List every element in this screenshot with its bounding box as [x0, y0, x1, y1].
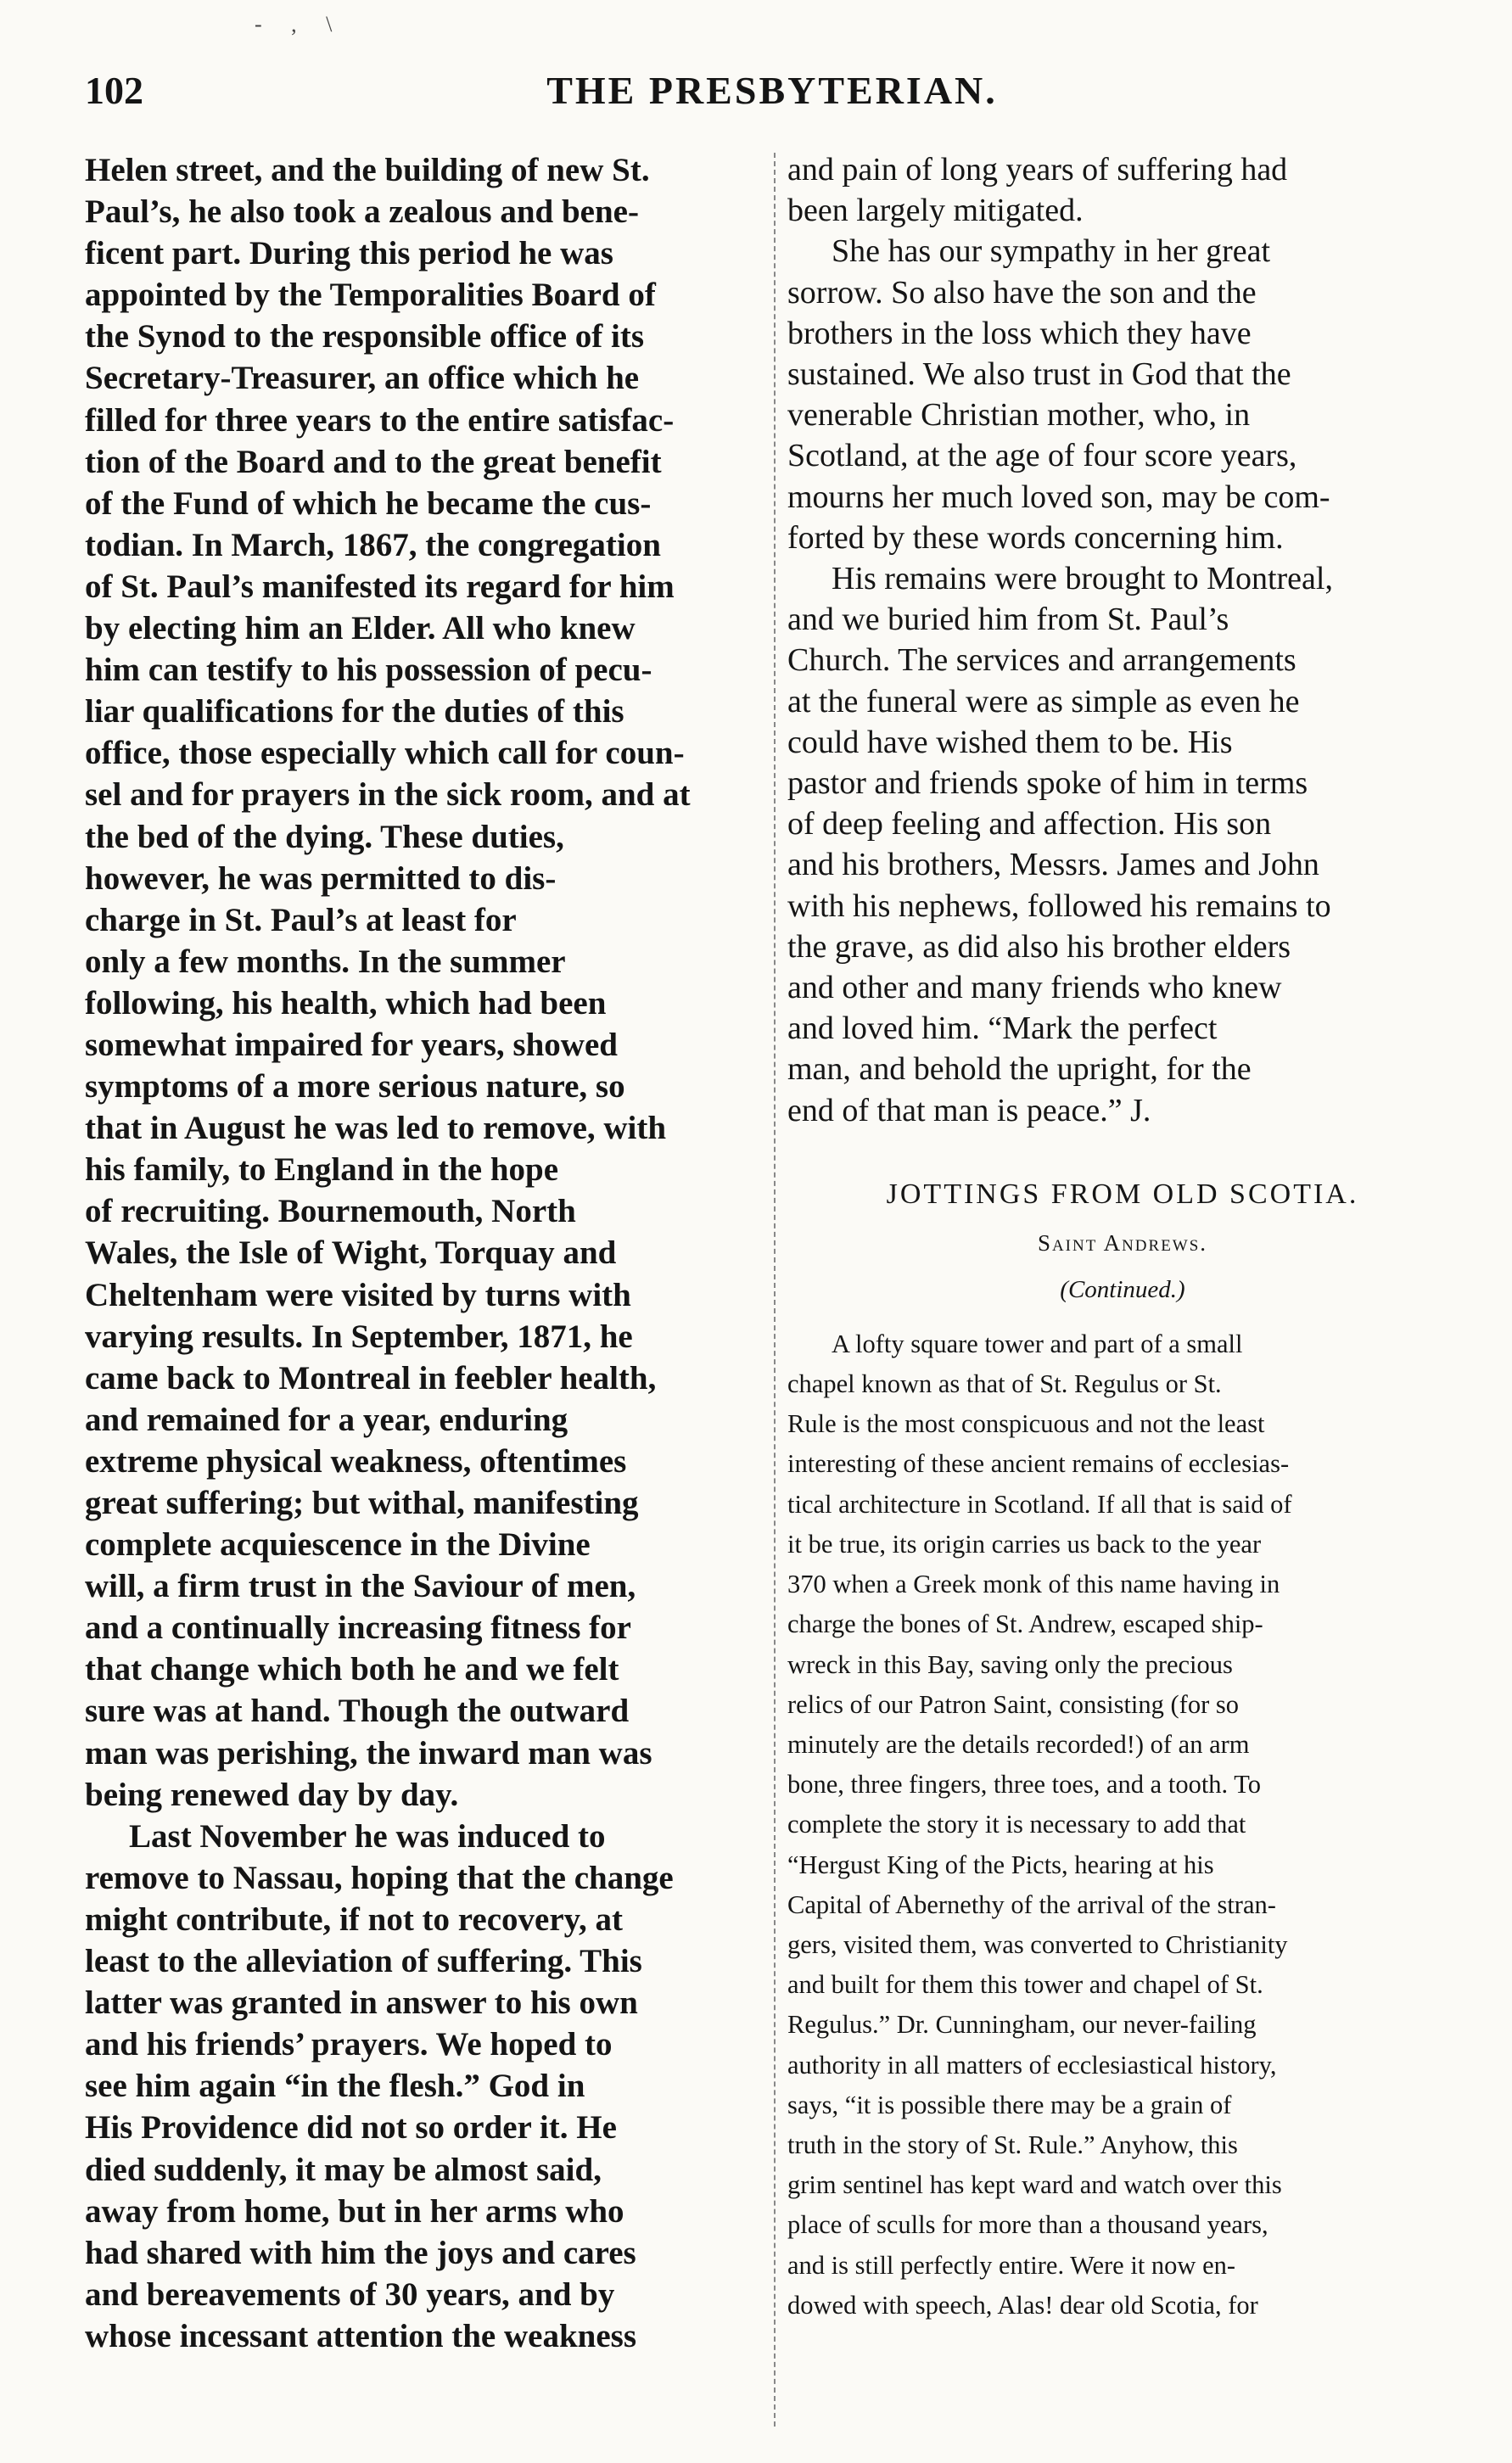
- text-line: and his friends’ prayers. We hoped to: [85, 2026, 613, 2063]
- text-line: see him again “in the flesh.” God in: [85, 2068, 585, 2105]
- page-number: 102: [85, 69, 143, 112]
- text-line: sel and for prayers in the sick room, and at: [85, 776, 691, 814]
- text-line: interesting of these ancient remains of ecclesias-: [787, 1449, 1290, 1479]
- text-line: appointed by the Temporalities Board of: [85, 277, 656, 314]
- text-line: died suddenly, it may be almost said,: [85, 2151, 602, 2188]
- text-line: todian. In March, 1867, the congregation: [85, 526, 661, 563]
- text-line: his family, to England in the hope: [85, 1151, 559, 1189]
- text-line: and we buried him from St. Paul’s: [787, 602, 1229, 638]
- text-line: and remained for a year, enduring: [85, 1401, 568, 1438]
- text-line: His remains were brought to Montreal,: [832, 561, 1333, 597]
- text-line: Cheltenham were visited by turns with: [85, 1276, 631, 1313]
- text-line: by electing him an Elder. All who knew: [85, 610, 636, 647]
- text-line: forted by these words concerning him.: [787, 519, 1284, 556]
- text-line: somewhat impaired for years, showed: [85, 1026, 618, 1063]
- text-line: been largely mitigated.: [787, 193, 1084, 229]
- text-line: that in August he was led to remove, with: [85, 1110, 667, 1147]
- text-line: Secretary-Treasurer, an office which he: [85, 360, 640, 397]
- text-line: least to the alleviation of suffering. This: [85, 1943, 642, 1980]
- text-line: tical architecture in Scotland. If all that is said of: [787, 1489, 1292, 1519]
- text-line: with his nephews, followed his remains to: [787, 887, 1331, 924]
- text-line: venerable Christian mother, who, in: [787, 397, 1251, 434]
- text-line: charge the bones of St. Andrew, escaped ship-: [787, 1609, 1263, 1639]
- left-column: [85, 149, 764, 2357]
- text-line: “Hergust King of the Picts, hearing at his: [787, 1850, 1214, 1879]
- text-line: authority in all matters of ecclesiastical history,: [787, 2050, 1277, 2080]
- text-line: minutely are the details recorded!) of an arm: [787, 1729, 1250, 1759]
- obituary-continuation: [787, 149, 1458, 1131]
- text-line: and built for them this tower and chapel of St.: [787, 1970, 1263, 2000]
- text-line: grim sentinel has kept ward and watch over this: [787, 2170, 1282, 2200]
- text-line: and loved him. “Mark the perfect: [787, 1010, 1218, 1047]
- column-divider: [774, 153, 776, 2427]
- text-line: great suffering; but withal, manifesting: [85, 1485, 639, 1521]
- text-line: man was perishing, the inward man was: [85, 1734, 652, 1772]
- text-line: ficent part. During this period he was: [85, 235, 613, 272]
- text-line: His Providence did not so order it. He: [85, 2109, 617, 2147]
- text-line: away from home, but in her arms who: [85, 2192, 624, 2230]
- text-line: might contribute, if not to recovery, at: [85, 1900, 623, 1938]
- text-line: will, a firm trust in the Saviour of men,: [85, 1568, 636, 1605]
- text-line: tion of the Board and to the great benefit: [85, 443, 662, 480]
- section-note: (Continued.): [1060, 1275, 1185, 1303]
- text-line: Helen street, and the building of new St.: [85, 152, 650, 188]
- text-line: says, “it is possible there may be a grain of: [787, 2090, 1232, 2119]
- text-line: however, he was permitted to dis-: [85, 859, 557, 897]
- text-line: sure was at hand. Though the outward: [85, 1693, 630, 1730]
- text-line: A lofty square tower and part of a small: [832, 1329, 1243, 1358]
- section-subtitle: Saint Andrews.: [1037, 1229, 1208, 1256]
- text-line: Last November he was induced to: [129, 1817, 606, 1855]
- text-line: and other and many friends who knew: [787, 970, 1282, 1006]
- text-line: symptoms of a more serious nature, so: [85, 1068, 625, 1106]
- text-line: 370 when a Greek monk of this name having in: [787, 1570, 1280, 1599]
- right-column: [787, 149, 1458, 2326]
- text-line: sustained. We also trust in God that the: [787, 356, 1291, 393]
- text-line: place of sculls for more than a thousand years,: [787, 2210, 1268, 2240]
- text-line: him can testify to his possession of pecu-: [85, 652, 652, 689]
- text-line: and a continually increasing fitness for: [85, 1609, 631, 1647]
- text-line: being renewed day by day.: [85, 1776, 459, 1813]
- text-line: She has our sympathy in her great: [832, 233, 1271, 270]
- text-line: Regulus.” Dr. Cunningham, our never-failing: [787, 2010, 1257, 2040]
- running-title: THE PRESBYTERIAN.: [546, 69, 998, 112]
- text-line: it be true, its origin carries us back to the year: [787, 1529, 1262, 1559]
- jottings-body: [787, 1324, 1458, 2326]
- text-line: following, his health, which had been: [85, 984, 607, 1022]
- text-line: gers, visited them, was converted to Christianity: [787, 1929, 1288, 1959]
- text-line: and is still perfectly entire. Were it now en-: [787, 2250, 1236, 2280]
- text-line: sorrow. So also have the son and the: [787, 274, 1257, 311]
- text-line: had shared with him the joys and cares: [85, 2234, 636, 2271]
- text-line: liar qualifications for the duties of this: [85, 693, 624, 731]
- scan-specks: - , \: [255, 12, 344, 36]
- text-line: mourns her much loved son, may be com-: [787, 479, 1330, 515]
- text-line: of deep feeling and affection. His son: [787, 806, 1272, 842]
- page-header: [85, 68, 1459, 119]
- text-line: of recruiting. Bournemouth, North: [85, 1193, 576, 1230]
- text-line: the bed of the dying. These duties,: [85, 818, 564, 855]
- text-line: dowed with speech, Alas! dear old Scotia, for: [787, 2290, 1258, 2320]
- text-line: truth in the story of St. Rule.” Anyhow, this: [787, 2130, 1238, 2159]
- text-line: filled for three years to the entire satisfac-: [85, 401, 675, 439]
- text-line: brothers in the loss which they have: [787, 315, 1252, 351]
- text-line: Paul’s, he also took a zealous and bene-: [85, 193, 639, 231]
- text-line: at the funeral were as simple as even he: [787, 683, 1300, 719]
- text-line: complete acquiescence in the Divine: [85, 1526, 591, 1564]
- text-line: remove to Nassau, hoping that the change: [85, 1859, 674, 1896]
- text-line: came back to Montreal in feebler health,: [85, 1359, 657, 1397]
- text-line: extreme physical weakness, oftentimes: [85, 1442, 627, 1480]
- section-title: JOTTINGS FROM OLD SCOTIA.: [886, 1178, 1359, 1210]
- text-line: bone, three fingers, three toes, and a tooth. To: [787, 1770, 1261, 1800]
- text-line: and bereavements of 30 years, and by: [85, 2275, 615, 2313]
- text-line: that change which both he and we felt: [85, 1651, 619, 1688]
- text-line: whose incessant attention the weakness: [85, 2317, 637, 2354]
- text-line: Church. The services and arrangements: [787, 642, 1296, 679]
- text-line: chapel known as that of St. Regulus or St.: [787, 1369, 1222, 1399]
- text-line: Capital of Abernethy of the arrival of the stran-: [787, 1889, 1276, 1919]
- text-line: office, those especially which call for coun-: [85, 735, 685, 772]
- text-line: wreck in this Bay, saving only the precious: [787, 1649, 1233, 1679]
- text-line: relics of our Patron Saint, consisting (for so: [787, 1689, 1239, 1719]
- text-line: end of that man is peace.” J.: [787, 1092, 1151, 1128]
- text-line: of the Fund of which he became the cus-: [85, 484, 652, 522]
- text-line: could have wished them to be. His: [787, 724, 1233, 760]
- text-line: the grave, as did also his brother elders: [787, 928, 1291, 965]
- text-line: charge in St. Paul’s at least for: [85, 901, 517, 938]
- text-line: Scotland, at the age of four score years,: [787, 438, 1297, 474]
- text-line: and his brothers, Messrs. James and John: [787, 847, 1319, 883]
- text-line: Wales, the Isle of Wight, Torquay and: [85, 1234, 617, 1272]
- text-line: of St. Paul’s manifested its regard for him: [85, 568, 675, 605]
- text-line: Rule is the most conspicuous and not the least: [787, 1409, 1265, 1439]
- text-line: and pain of long years of suffering had: [787, 152, 1288, 188]
- text-line: man, and behold the upright, for the: [787, 1051, 1252, 1088]
- text-line: pastor and friends spoke of him in terms: [787, 765, 1308, 802]
- text-line: latter was granted in answer to his own: [85, 1984, 638, 2022]
- text-line: the Synod to the responsible office of its: [85, 318, 645, 355]
- text-line: varying results. In September, 1871, he: [85, 1318, 633, 1355]
- text-line: complete the story it is necessary to add that: [787, 1810, 1246, 1839]
- text-line: only a few months. In the summer: [85, 943, 566, 980]
